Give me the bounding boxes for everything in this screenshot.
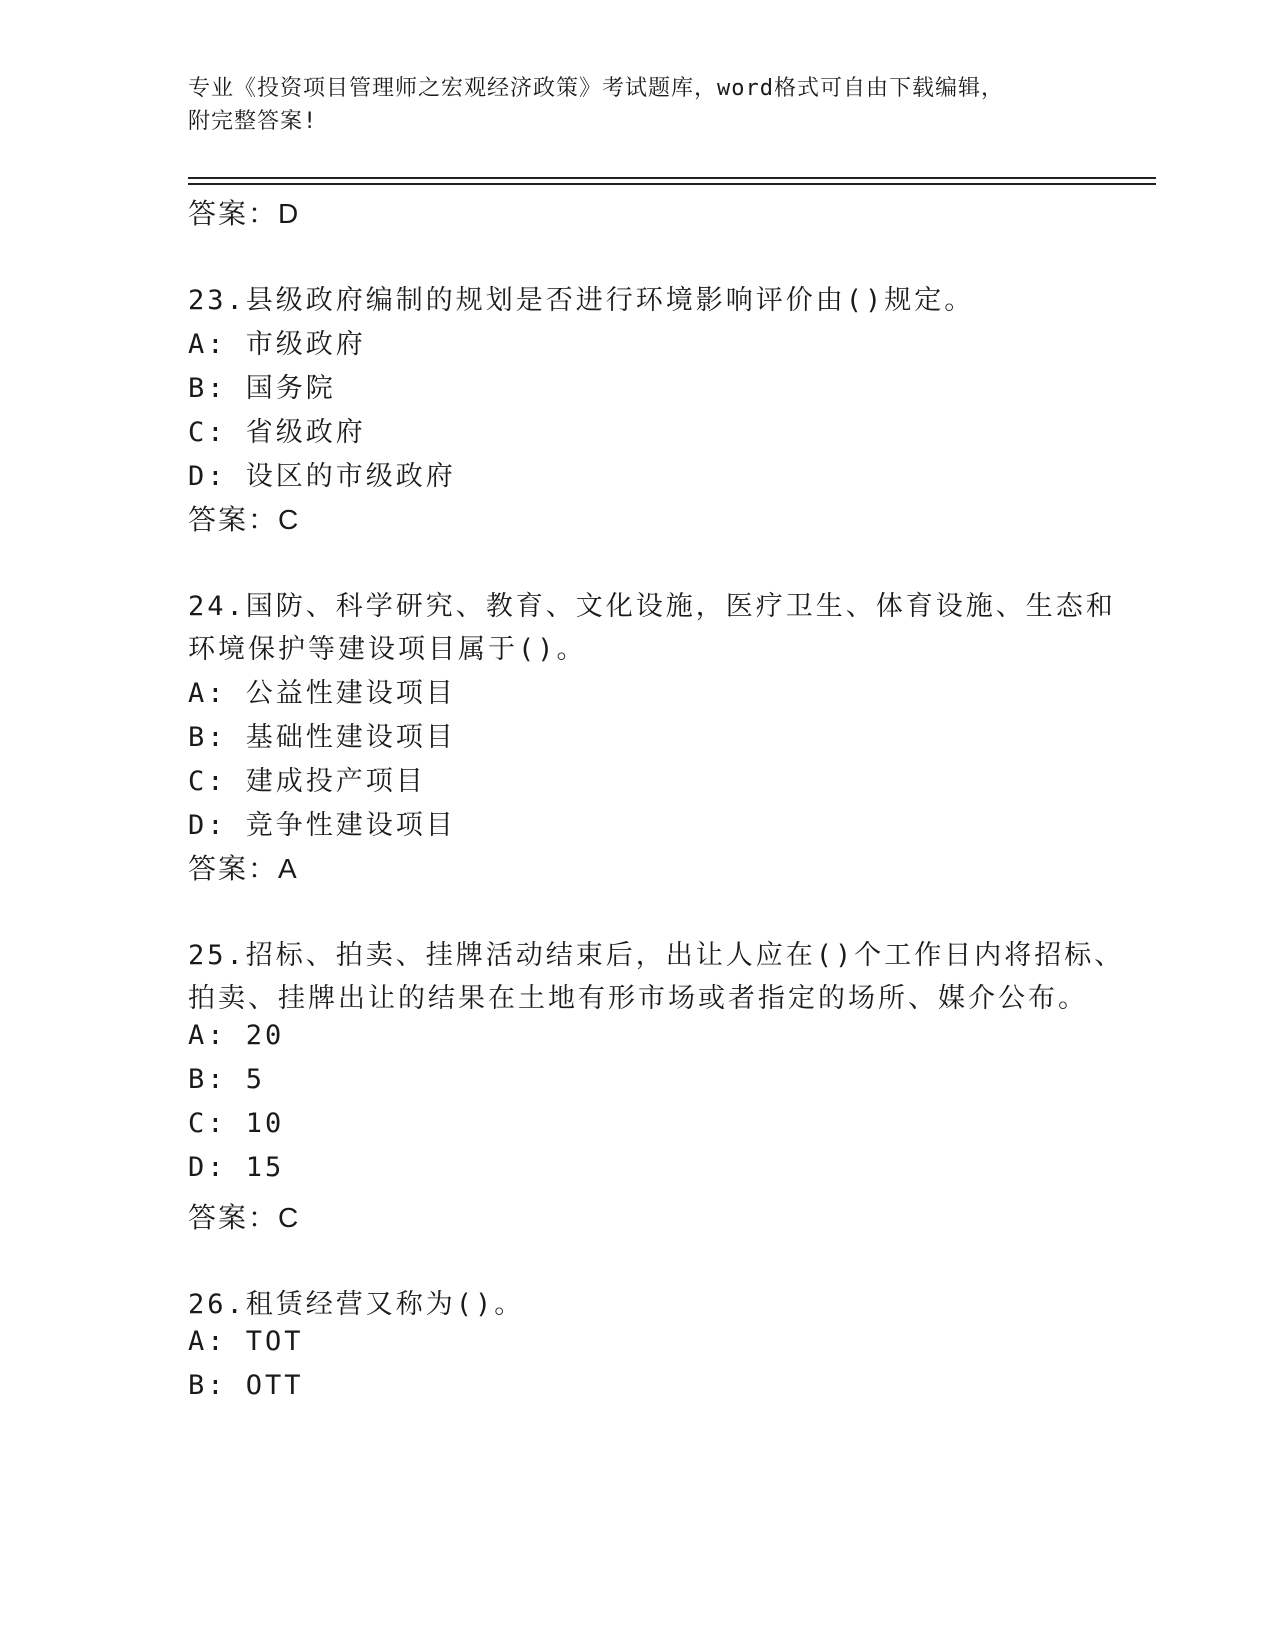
document-header [188,72,1088,138]
question-stem-continued: 环境保护等建设项目属于()。 [188,634,587,665]
question-stem: 25.招标、拍卖、挂牌活动结束后，出让人应在()个工作日内将招标、 [188,940,1125,971]
option-d: D: 15 [188,1152,285,1183]
option-a: A: 公益性建设项目 [188,678,456,709]
option-c: C: 10 [188,1108,285,1139]
answer-line: 答案：C [188,1202,301,1233]
option-a: A: 20 [188,1020,285,1051]
option-b: B: OTT [188,1370,304,1401]
header-divider-top [188,177,1156,179]
answer-line: 答案：A [188,853,299,884]
answer-line: 答案：C [188,504,301,535]
option-c: C: 省级政府 [188,417,366,448]
header-line-1: 专业《投资项目管理师之宏观经济政策》考试题库，word格式可自由下载编辑， [188,76,1004,101]
question-stem: 26.租赁经营又称为()。 [188,1289,525,1320]
question-stem: 23.县级政府编制的规划是否进行环境影响评价由()规定。 [188,285,975,316]
header-line-2: 附完整答案! [188,109,318,134]
option-d: D: 设区的市级政府 [188,461,456,492]
answer-previous: 答案：D [188,198,301,229]
option-a: A: TOT [188,1326,304,1357]
option-d: D: 竞争性建设项目 [188,810,456,841]
header-divider-bottom [188,183,1156,185]
option-b: B: 国务院 [188,373,336,404]
option-c: C: 建成投产项目 [188,766,426,797]
question-stem: 24.国防、科学研究、教育、文化设施，医疗卫生、体育设施、生态和 [188,591,1116,622]
option-b: B: 5 [188,1064,266,1095]
option-a: A: 市级政府 [188,329,366,360]
option-b: B: 基础性建设项目 [188,722,456,753]
question-stem-continued: 拍卖、挂牌出让的结果在土地有形市场或者指定的场所、媒介公布。 [188,983,1088,1014]
